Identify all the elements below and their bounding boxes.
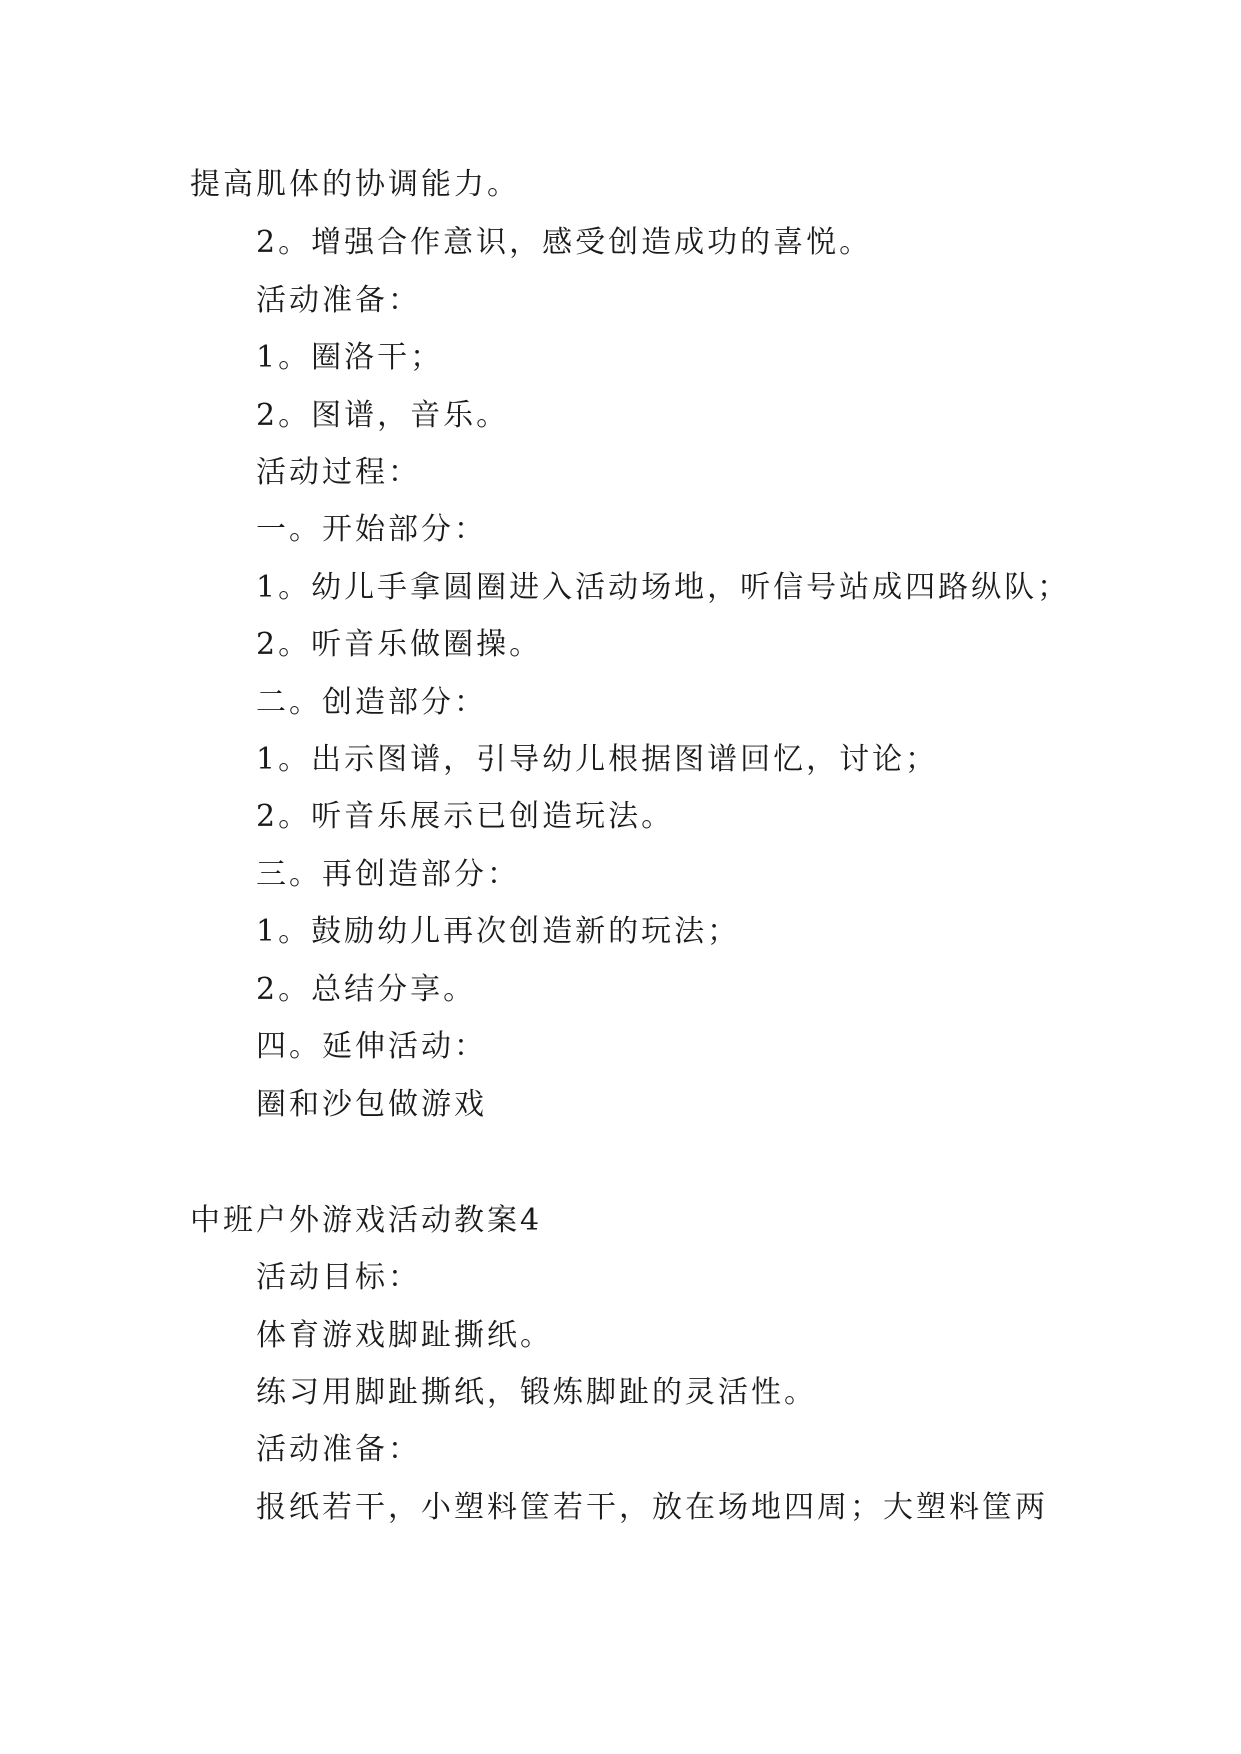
process-part-1-heading: 一。开始部分： xyxy=(256,512,487,547)
process-part-2-item-2: 2。听音乐展示已创造玩法。 xyxy=(256,799,675,834)
section-heading-preparation: 活动准备： xyxy=(256,283,421,318)
objective-line-2: 练习用脚趾撕纸，锻炼脚趾的灵活性。 xyxy=(256,1375,817,1410)
paragraph-continuation: 提高肌体的协调能力。 xyxy=(190,167,520,202)
process-part-3-item-2: 2。总结分享。 xyxy=(256,972,477,1007)
section-heading-preparation-2: 活动准备： xyxy=(256,1432,421,1467)
section-heading-objectives: 活动目标： xyxy=(256,1260,421,1295)
process-part-4-heading: 四。延伸活动： xyxy=(256,1029,487,1064)
process-part-2-item-1: 1。出示图谱，引导幼儿根据图谱回忆，讨论； xyxy=(256,742,939,777)
process-part-4-item: 圈和沙包做游戏 xyxy=(256,1087,487,1122)
process-part-1-item-1: 1。幼儿手拿圆圈进入活动场地，听信号站成四路纵队； xyxy=(256,570,1071,605)
objective-line-1: 体育游戏脚趾撕纸。 xyxy=(256,1318,553,1353)
preparation-line: 报纸若干，小塑料筐若干，放在场地四周；大塑料筐两 xyxy=(256,1490,1048,1525)
objective-item-2: 2。增强合作意识，感受创造成功的喜悦。 xyxy=(256,225,873,260)
preparation-item-1: 1。圈洛干； xyxy=(256,340,444,375)
process-part-3-heading: 三。再创造部分： xyxy=(256,857,520,892)
section-heading-process: 活动过程： xyxy=(256,455,421,490)
process-part-2-heading: 二。创造部分： xyxy=(256,685,487,720)
process-part-3-item-1: 1。鼓励幼儿再次创造新的玩法； xyxy=(256,914,741,949)
lesson-plan-title: 中班户外游戏活动教案4 xyxy=(190,1203,543,1238)
process-part-1-item-2: 2。听音乐做圈操。 xyxy=(256,627,543,662)
preparation-item-2: 2。图谱，音乐。 xyxy=(256,398,510,433)
